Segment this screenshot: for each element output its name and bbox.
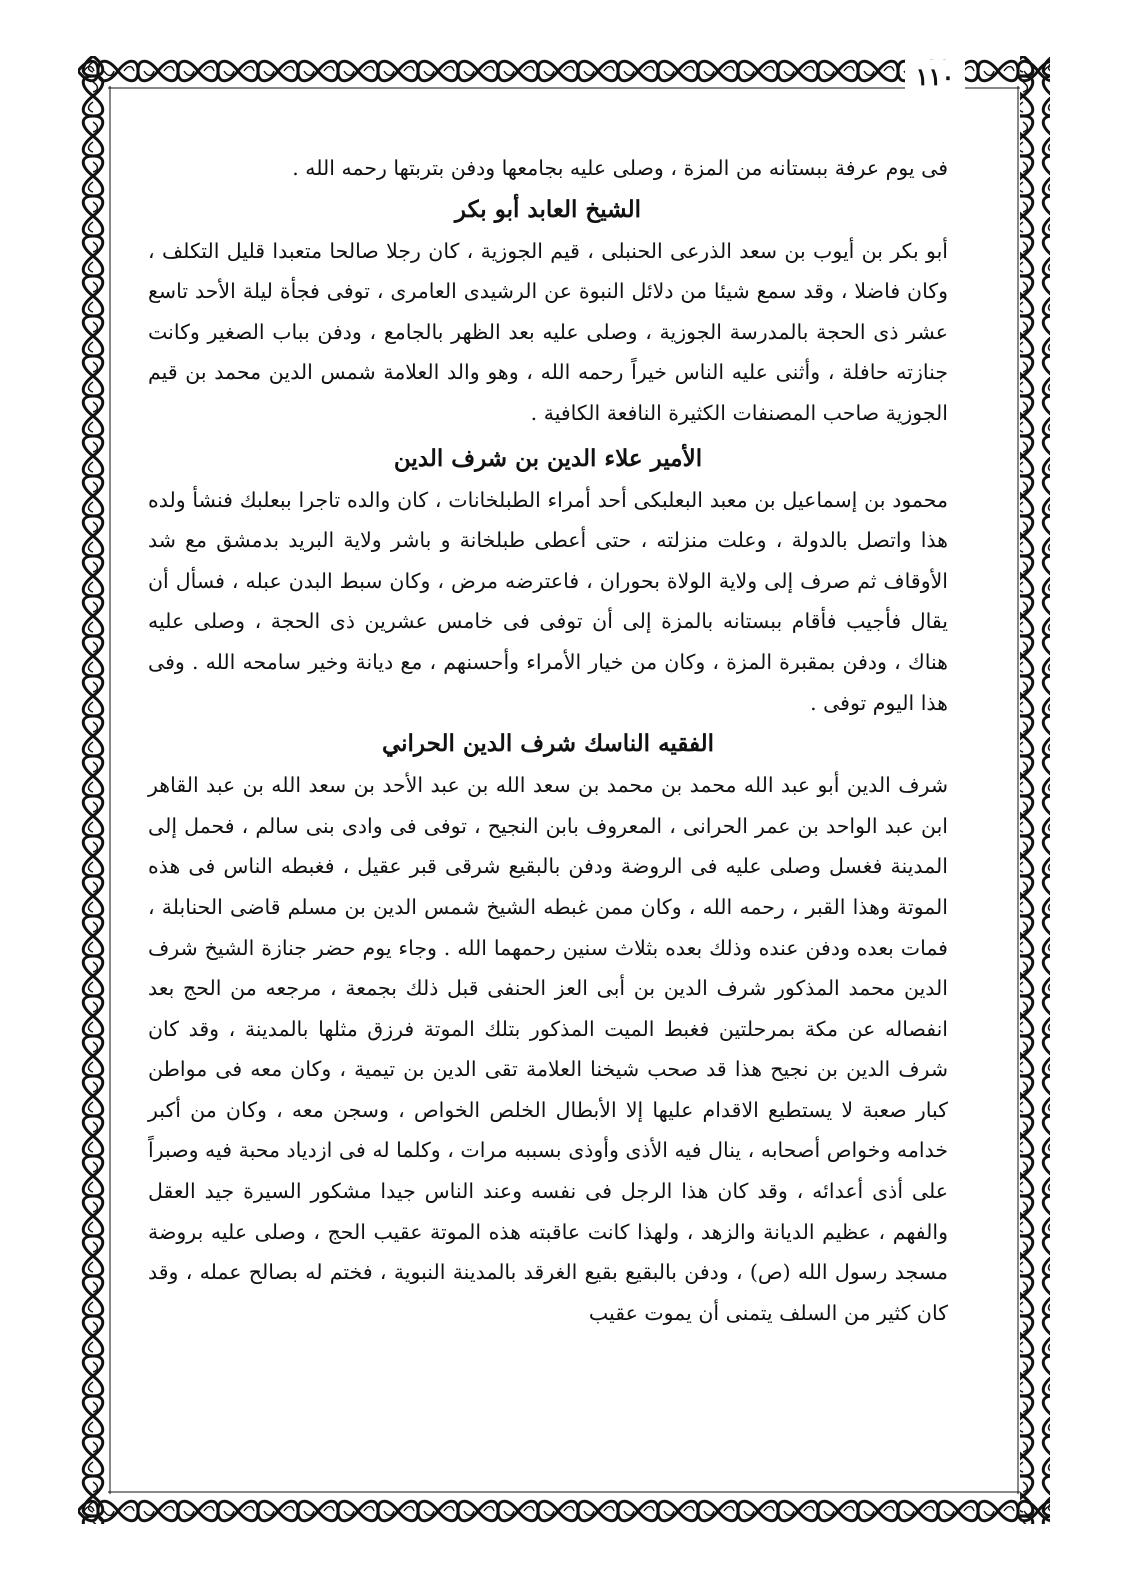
section-heading-alaa-al-din: الأمير علاء الدين بن شرف الدين: [393, 444, 703, 472]
section-heading-abu-bakr: الشيخ العابد أبو بكر: [454, 195, 642, 223]
section-body-alaa-al-din: محمود بن إسماعيل بن معبد البعلبكى أحد أمراء الطبلخانات ، كان والده تاجرا ببعلبك فنشأ ولده هذا واتصل بالدولة ، وعلت منزلته ، حتى أعطى طبلخانة و باشر ولاية البريد بدمشق مع شد الأوقاف ثم صرف إلى ولاية الولاة بحوران ، فاعترضه مرض ، وكان سبط البدن عبله ، فسأل أن يقال فأجيب فأقام ببستانه بالمزة إلى أن توفى فى خامس عشرين ذى الحجة ، وصلى عليه هناك ، ودفن بمقبرة المزة ، وكان من خيار الأمراء وأحسنهم ، مع ديانة وخير سامحه الله . وفى هذا اليوم توفى .: [148, 487, 948, 715]
opening-line: فى يوم عرفة ببستانه من المزة ، وصلى عليه بجامعها ودفن بتربتها رحمه الله .: [292, 156, 948, 180]
section-body-sharaf-al-din: شرف الدين أبو عبد الله محمد بن محمد بن سعد الله بن عبد الأحد بن سعد الله بن عبد القاهر ابن عبد الواحد بن عمر الحرانى ، المعروف بابن النجيح ، توفى فى وادى بنى سالم ، فحمل إلى المدينة فغسل وصلى عليه فى الروضة ودفن بالبقيع شرقى قبر عقيل ، فغبطه الناس فى هذه الموتة وهذا القبر ، رحمه الله ، وكان ممن غبطه الشيخ شمس الدين بن مسلم قاضى الحنابلة ، فمات بعده ودفن عنده وذلك بعده بثلاث سنين رحمهما الله . وجاء يوم حضر جنازة الشيخ شرف الدين محمد المذكور شرف الدين بن أبى العز الحنفى قبل ذلك بجمعة ، مرجعه من الحج بعد انفصاله عن مكة بمرحلتين فغبط الميت المذكور بتلك الموتة فرزق مثلها بالمدينة ، وقد كان شرف الدين بن نجيح هذا قد صحب شيخنا العلامة تقى الدين بن تيمية ، وكان معه فى مواطن كبار صعبة لا يستطيع الاقدام عليها إلا الأبطال الخلص الخواص ، وسجن معه ، وكان من أكبر خدامه وخواص أصحابه ، ينال فيه الأذى وأوذى بسببه مرات ، وكلما له فى ازدياد محبة فيه وصبراً على أذى أعدائه ، وقد كان هذا الرجل فى نفسه وعند الناس جيدا مشكور السيرة جيد العقل والفهم ، عظيم الديانة والزهد ، ولهذا كانت عاقبته هذه الموتة عقيب الحج ، وصلى عليه بروضة مسجد رسول الله (ص) ، ودفن بالبقيع بقيع الغرقد بالمدينة النبوية ، فختم له بصالح عمله ، وقد كان كثير من السلف يتمنى أن يموت عقيب: [148, 773, 948, 1325]
section-body-abu-bakr: أبو بكر بن أيوب بن سعد الذرعى الحنبلى ، قيم الجوزية ، كان رجلا صالحا متعبدا قليل التكلف ، وكان فاضلا ، وقد سمع شيئا من دلائل النبوة عن الرشيدى العامرى ، توفى فجأة ليلة الأحد تاسع عشر ذى الحجة بالمدرسة الجوزية ، وصلى عليه بعد الظهر بالجامع ، ودفن بباب الصغير وكانت جنازته حافلة ، وأثنى عليه الناس خيراً رحمه الله ، وهو والد العلامة شمس الدين محمد بن قيم الجوزية صاحب المصنفات الكثيرة النافعة الكافية .: [148, 238, 948, 425]
page-body: [148, 148, 948, 1468]
section-heading-sharaf-al-din: الفقيه الناسك شرف الدين الحراني: [381, 730, 715, 758]
page-number: ١١٠: [905, 60, 965, 94]
